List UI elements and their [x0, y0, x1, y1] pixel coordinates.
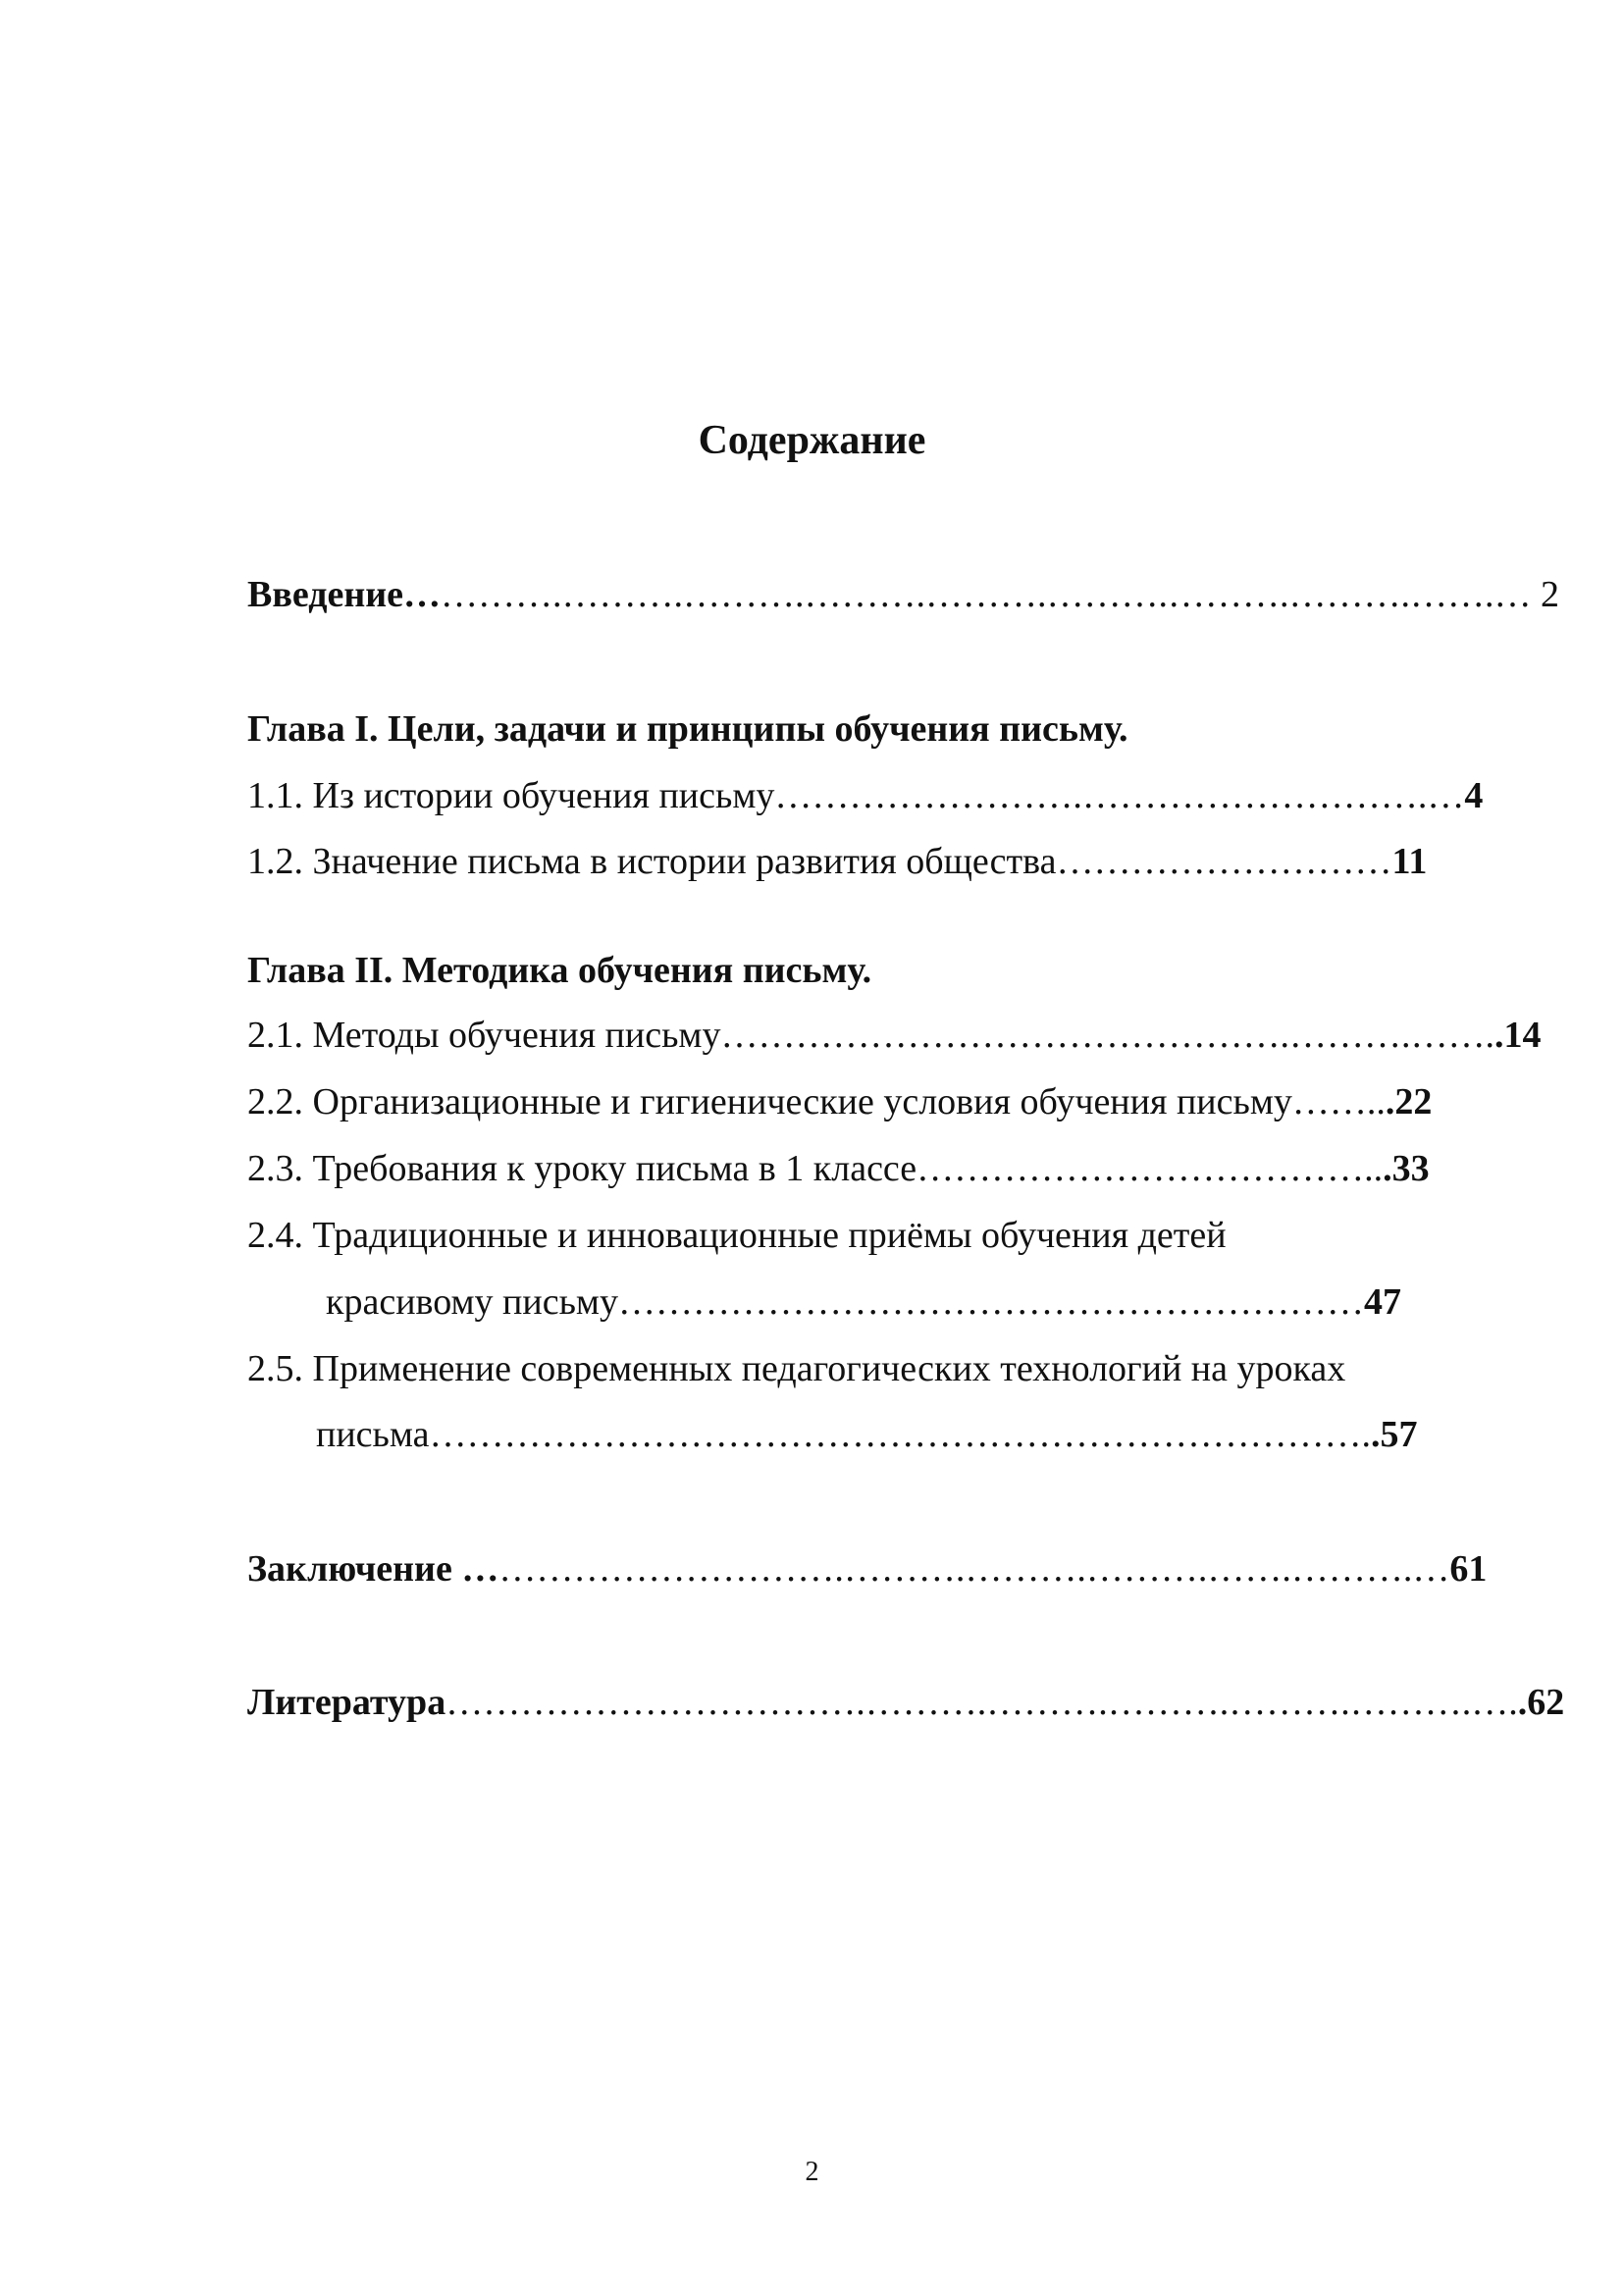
toc-chapter1-heading[interactable]: Глава I. Цели, задачи и принципы обучения письму.	[247, 708, 1128, 750]
toc-literature-page: .62	[1517, 1682, 1565, 1723]
toc-entry-text: красивому письму	[326, 1281, 618, 1323]
toc-entry-text: 1.2. Значение письма в истории развития общества	[247, 841, 1057, 882]
toc-entry-text: 2.3. Требования к уроку письма в 1 классе	[247, 1148, 917, 1189]
page-number: 2	[805, 2157, 819, 2187]
toc-entry-2-1[interactable]	[247, 1017, 1541, 1054]
toc-entry-intro[interactable]	[247, 576, 1559, 613]
toc-entry-dots: ………………………………..	[917, 1148, 1384, 1189]
toc-entry-page: 11	[1391, 841, 1428, 882]
toc-entry-literature[interactable]	[247, 1684, 1564, 1721]
toc-entry-page: .33	[1383, 1148, 1430, 1189]
toc-entry-conclusion[interactable]	[247, 1550, 1487, 1588]
toc-entry-text: 2.2. Организационные и гигиенические условия обучения письму	[247, 1081, 1292, 1122]
toc-entry-text: 1.1. Из истории обучения письму	[247, 775, 775, 816]
toc-entry-page: 4	[1464, 775, 1484, 816]
toc-entry-dots: ……..	[1291, 1081, 1386, 1122]
toc-title: Содержание	[698, 418, 926, 463]
toc-entry-dots: ………………………………………………………………….	[429, 1414, 1372, 1455]
toc-intro-page: 2	[1531, 574, 1559, 615]
toc-intro-label: Введение…	[247, 574, 441, 615]
toc-entry-page: .57	[1371, 1414, 1418, 1455]
toc-entry-text: 2.4. Традиционные и инновационные приёмы обучения детей	[247, 1215, 1227, 1256]
toc-intro-dots: ……….……….……….……….……….……….……….……….…….…	[440, 574, 1532, 615]
toc-entry-1-1[interactable]	[247, 777, 1483, 814]
toc-entry-2-2[interactable]	[247, 1083, 1432, 1121]
toc-entry-1-2[interactable]	[247, 843, 1427, 880]
toc-entry-page: .22	[1385, 1081, 1433, 1122]
toc-entry-2-5[interactable]	[247, 1350, 1345, 1387]
toc-entry-2-4-continued[interactable]	[326, 1283, 1401, 1321]
toc-chapter2-heading[interactable]: Глава II. Методика обучения письму.	[247, 950, 872, 991]
toc-entry-dots: ……………………………………….……….…….	[720, 1015, 1494, 1056]
toc-entry-text: 2.1. Методы обучения письму	[247, 1015, 721, 1056]
toc-entry-page: .14	[1493, 1015, 1542, 1056]
toc-entry-page: 47	[1363, 1281, 1401, 1323]
toc-conclusion-dots: ……………………….……….……….……….…….……….…	[498, 1548, 1450, 1590]
toc-conclusion-label: Заключение …	[247, 1548, 499, 1590]
toc-entry-2-4[interactable]	[247, 1217, 1227, 1254]
toc-entry-dots: ………………………	[1056, 841, 1392, 882]
toc-entry-2-3[interactable]	[247, 1150, 1430, 1187]
toc-entry-text: 2.5. Применение современных педагогических технологий на уроках	[247, 1348, 1346, 1389]
toc-entry-text: письма	[316, 1414, 430, 1455]
toc-entry-dots: ……………………………………………………	[617, 1281, 1364, 1323]
toc-entry-2-5-continued[interactable]	[316, 1416, 1418, 1453]
toc-conclusion-page: 61	[1449, 1548, 1488, 1590]
toc-literature-dots: …………………………….……….……….……….……….……….….	[445, 1682, 1518, 1723]
toc-literature-label: Литература	[247, 1682, 446, 1723]
toc-entry-dots: …………………….……………………….…	[774, 775, 1465, 816]
